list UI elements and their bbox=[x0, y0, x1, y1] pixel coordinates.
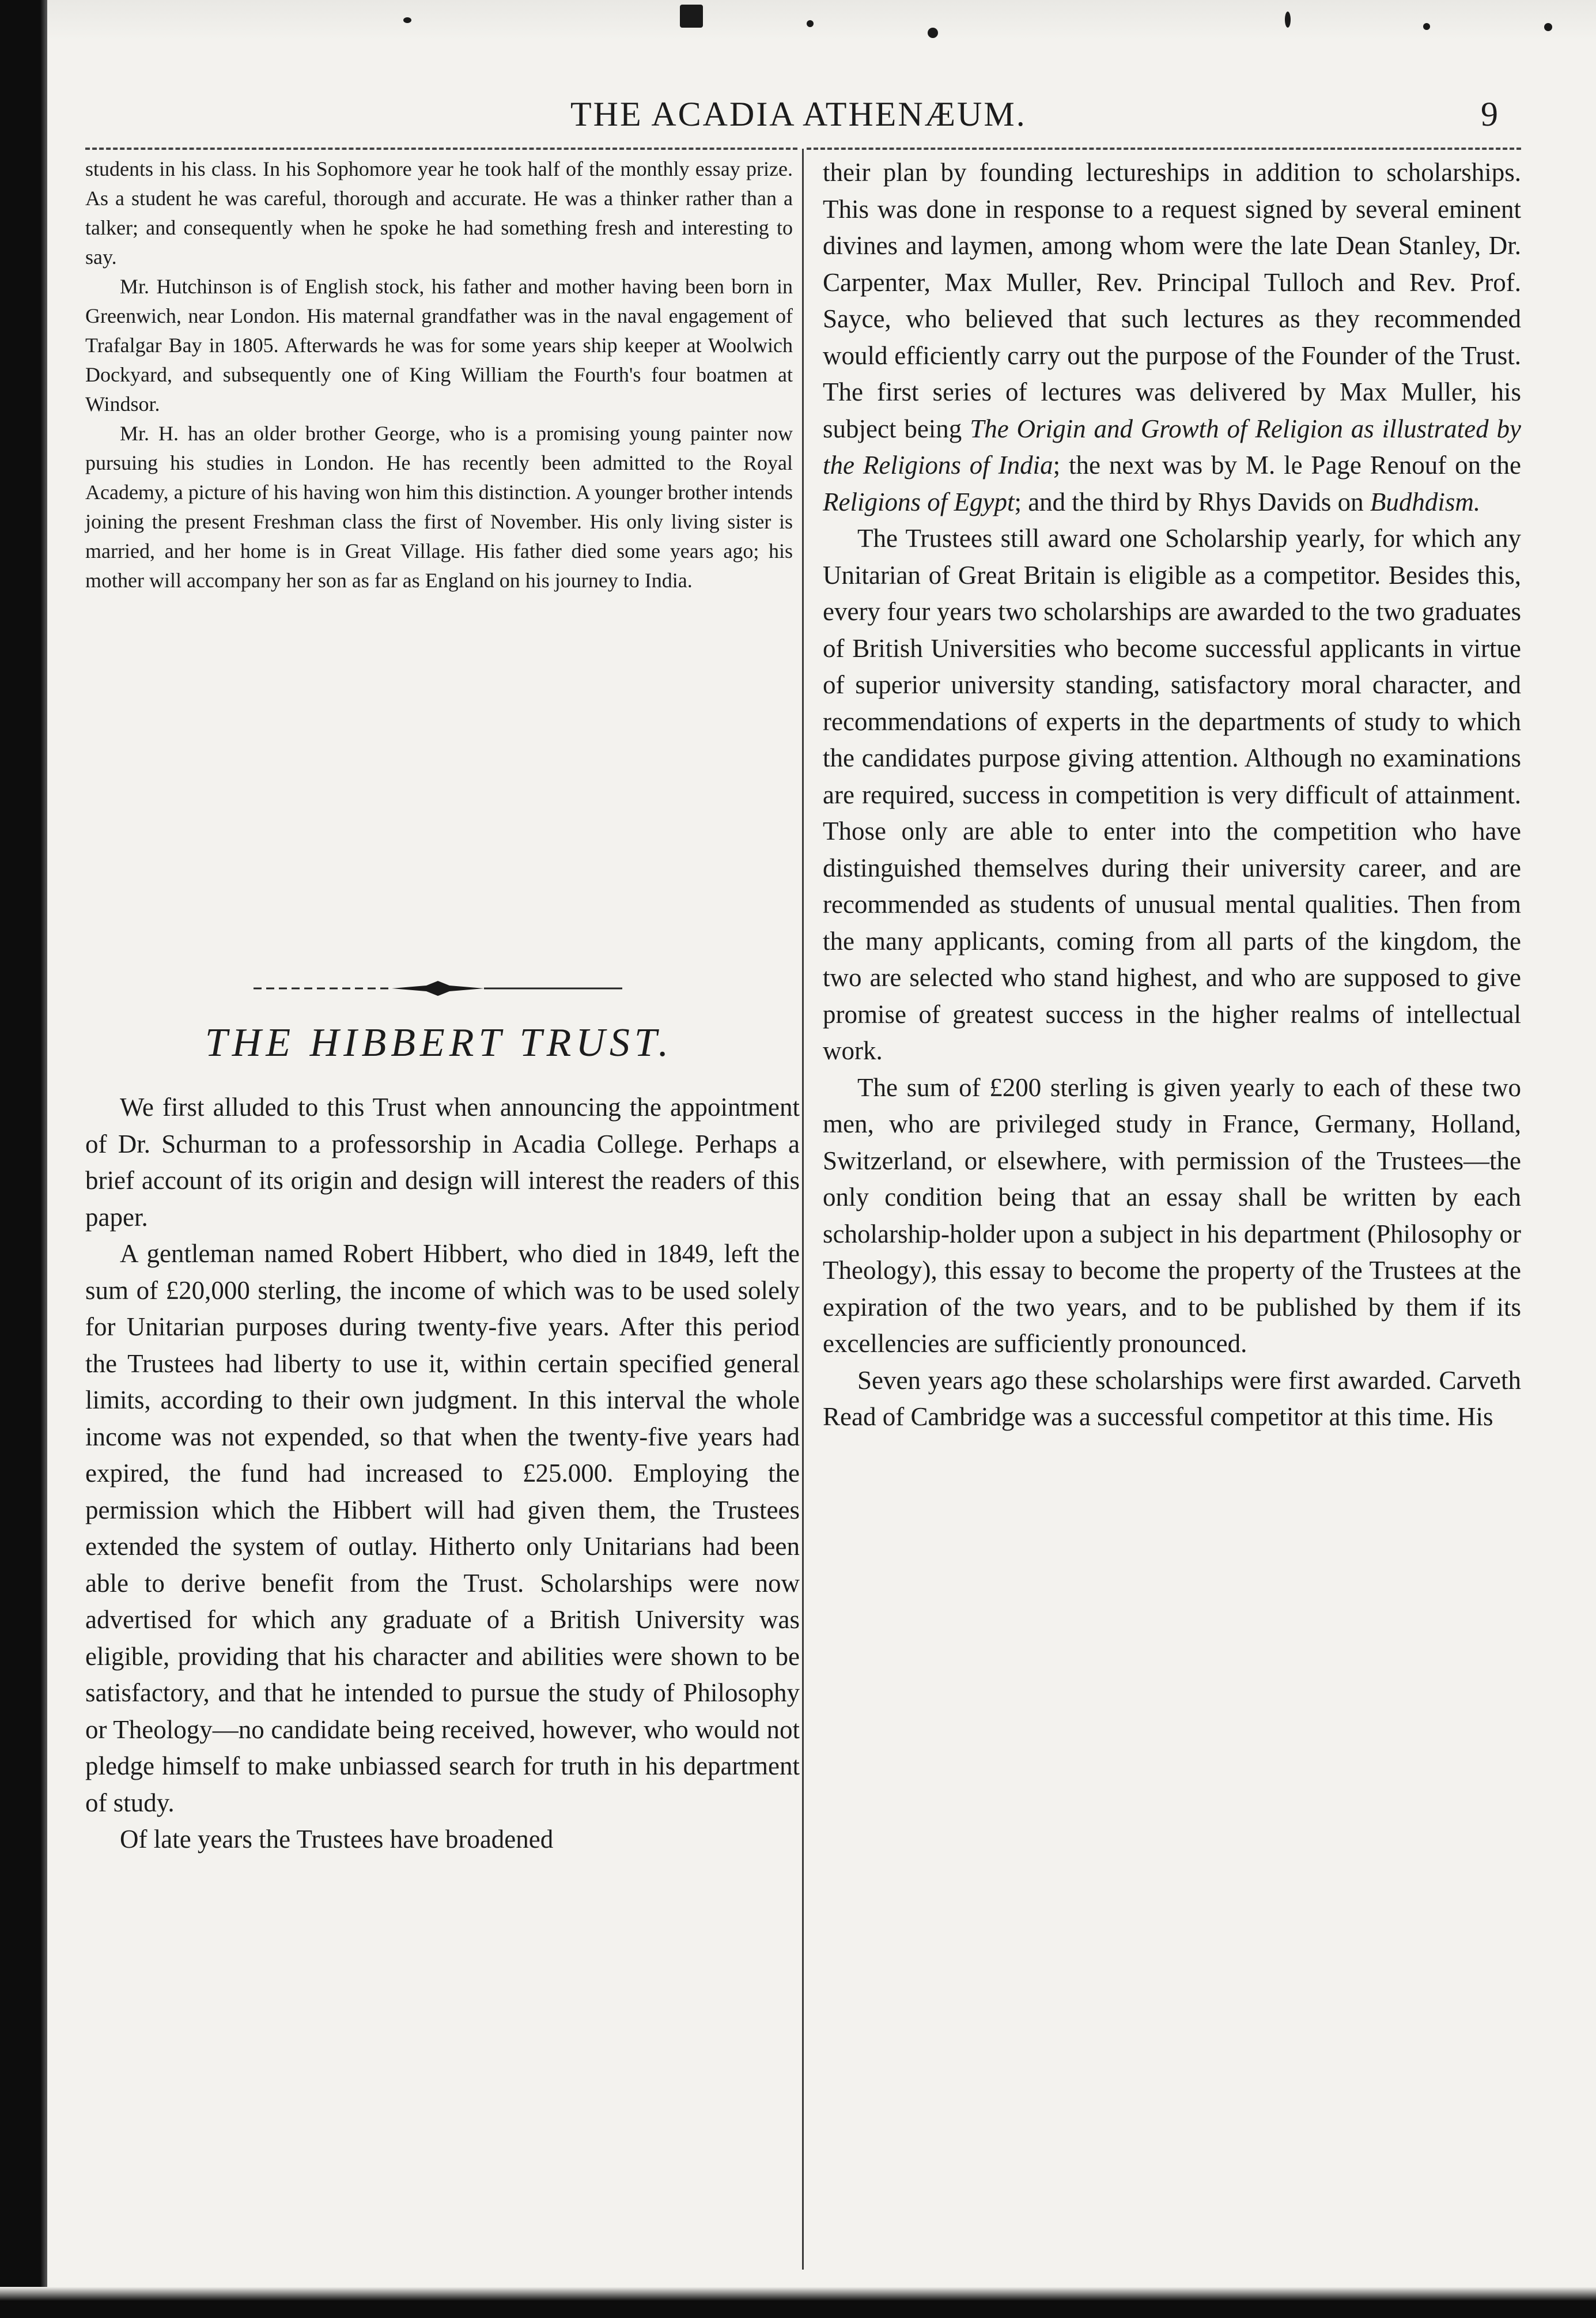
article-paragraph bbox=[823, 154, 1521, 520]
biography-paragraph: Mr. Hutchinson is of English stock, his father and mother having been born in Greenwich, near London. His maternal grandfather was in the naval engagement of Trafalgar Bay in 1805. Afterwards he was for some years ship keeper at Woolwich Dockyard, and subsequently one of King William the Fourth's four boatmen at Windsor. bbox=[85, 275, 793, 416]
header-rule-left bbox=[85, 148, 797, 150]
paragraph-text: their plan by founding lectureships in addition to scholarships. This was done in response to a request signed by several eminent divines and laymen, among whom were the late Dean Stanley, Dr. Carpenter, Max Muller, Rev. Principal Tulloch and Rev. Prof. Sayce, who believed that such lectures as they recommended would efficiently carry out the purpose of the Founder of the Trust. The first series of lectures was delivered by Max Muller, his subject being bbox=[823, 158, 1521, 443]
article-left-column bbox=[85, 1089, 800, 1858]
paragraph-text: ; the next was by M. le Page Renouf on the bbox=[1053, 451, 1521, 480]
header-rule-right bbox=[807, 148, 1521, 150]
article-paragraph: A gentleman named Robert Hibbert, who died in 1849, left the sum of £20,000 sterling, the income of which was to be used solely for Unitarian purposes during twenty-five years. After this period the Trustees had liberty to use it, within certain specified general limits, according to their own judgment. In this interval the whole income was not expended, so that when the twenty-five years had expired, the fund had increased to £25.000. Employing the permission which the Hibbert will had given them, the Trustees extended the system of outlay. Hitherto only Unitarians had been able to derive benefit from the Trust. Scholarships were now advertised for which any graduate of a British University was eligible, providing that his character and abilities were shown to be satisfactory, and that he intended to pursue the study of Philosophy or Theology—no candidate being received, however, who would not pledge himself to make unbiassed search for truth in his department of study. bbox=[85, 1239, 800, 1817]
biography-paragraph: Mr. H. has an older brother George, who is a promising young painter now pursuing his studies in London. He has recently been admitted to the Royal Academy, a picture of his having won him this distinction. A younger brother intends joining the present Freshman class the first of November. His only living sister is married, and her home is in Great Village. His father died some years ago; his mother will accompany her son as far as England on his journey to India. bbox=[85, 422, 793, 592]
article-paragraph: We first alluded to this Trust when announcing the appointment of Dr. Schurman to a professorship in Acadia College. Perhaps a brief account of its origin and design will interest the readers of this paper. bbox=[85, 1093, 800, 1232]
article-paragraph: The Trustees still award one Scholarship yearly, for which any Unitarian of Great Britain is eligible as a competitor. Besides this, every four years two scholarships are awarded to the two graduates of British Universities who become successful applicants in virtue of superior university standing, satisfactory moral character, and recommendations of experts in the departments of study to which the candidates purpose giving attention. Although no examinations are required, success in competition is very difficult of attainment. Those only are able to enter into the competition who have distinguished themselves during their university career, and are recommended as students of unusual mental qualities. Then from the many applicants, coming from all parts of the kingdom, the two are selected who stand highest, and who are supposed to give promise of greatest success in the higher realms of intellectual work. bbox=[823, 524, 1521, 1065]
ink-speck bbox=[807, 20, 814, 27]
page-top-edge bbox=[0, 0, 1596, 40]
page-bottom-edge bbox=[0, 2287, 1596, 2318]
lecture-title: The Origin and Growth of Religion as illustrated by the Religions of India bbox=[823, 414, 1521, 480]
ink-speck bbox=[1423, 23, 1430, 30]
section-ornament bbox=[254, 979, 622, 998]
article-title: THE HIBBERT TRUST. bbox=[205, 1021, 674, 1065]
biography-section bbox=[85, 154, 793, 595]
paragraph-text: ; and the third by Rhys Davids on bbox=[1014, 487, 1370, 516]
binding-edge bbox=[0, 0, 47, 2318]
article-paragraph: Seven years ago these scholarships were first awarded. Carveth Read of Cambridge was a successful competitor at this time. His bbox=[823, 1365, 1521, 1431]
ink-speck bbox=[1285, 12, 1291, 28]
column-rule bbox=[802, 149, 804, 2270]
ink-speck bbox=[680, 5, 703, 28]
ink-speck bbox=[1544, 23, 1552, 31]
article-paragraph: Of late years the Trustees have broadened bbox=[120, 1825, 554, 1853]
biography-paragraph: students in his class. In his Sophomore year he took half of the monthly essay prize. As a student he was careful, thorough and accurate. He was a thinker rather than a talker; and consequently when he spoke he had something fresh and interesting to say. bbox=[85, 157, 793, 269]
ink-speck bbox=[928, 28, 938, 38]
article-paragraph: The sum of £200 sterling is given yearly to each of these two men, who are privileged study in France, Germany, Holland, Switzerland, or elsewhere, with permission of the Trustees—the only condition being that an essay shall be written by each scholarship-holder upon a subject in his department (Philosophy or Theology), this essay to become the property of the Trustees at the expiration of the two years, and to be published by them if its excellencies are sufficiently pronounced. bbox=[823, 1073, 1521, 1358]
lecture-title: Religions of Egypt bbox=[823, 487, 1015, 516]
lecture-title: Budhdism. bbox=[1370, 487, 1481, 516]
page-number: 9 bbox=[1481, 95, 1498, 133]
article-right-column bbox=[823, 154, 1521, 1436]
journal-title: THE ACADIA ATHENÆUM. bbox=[570, 95, 1027, 133]
ink-speck bbox=[403, 17, 411, 23]
